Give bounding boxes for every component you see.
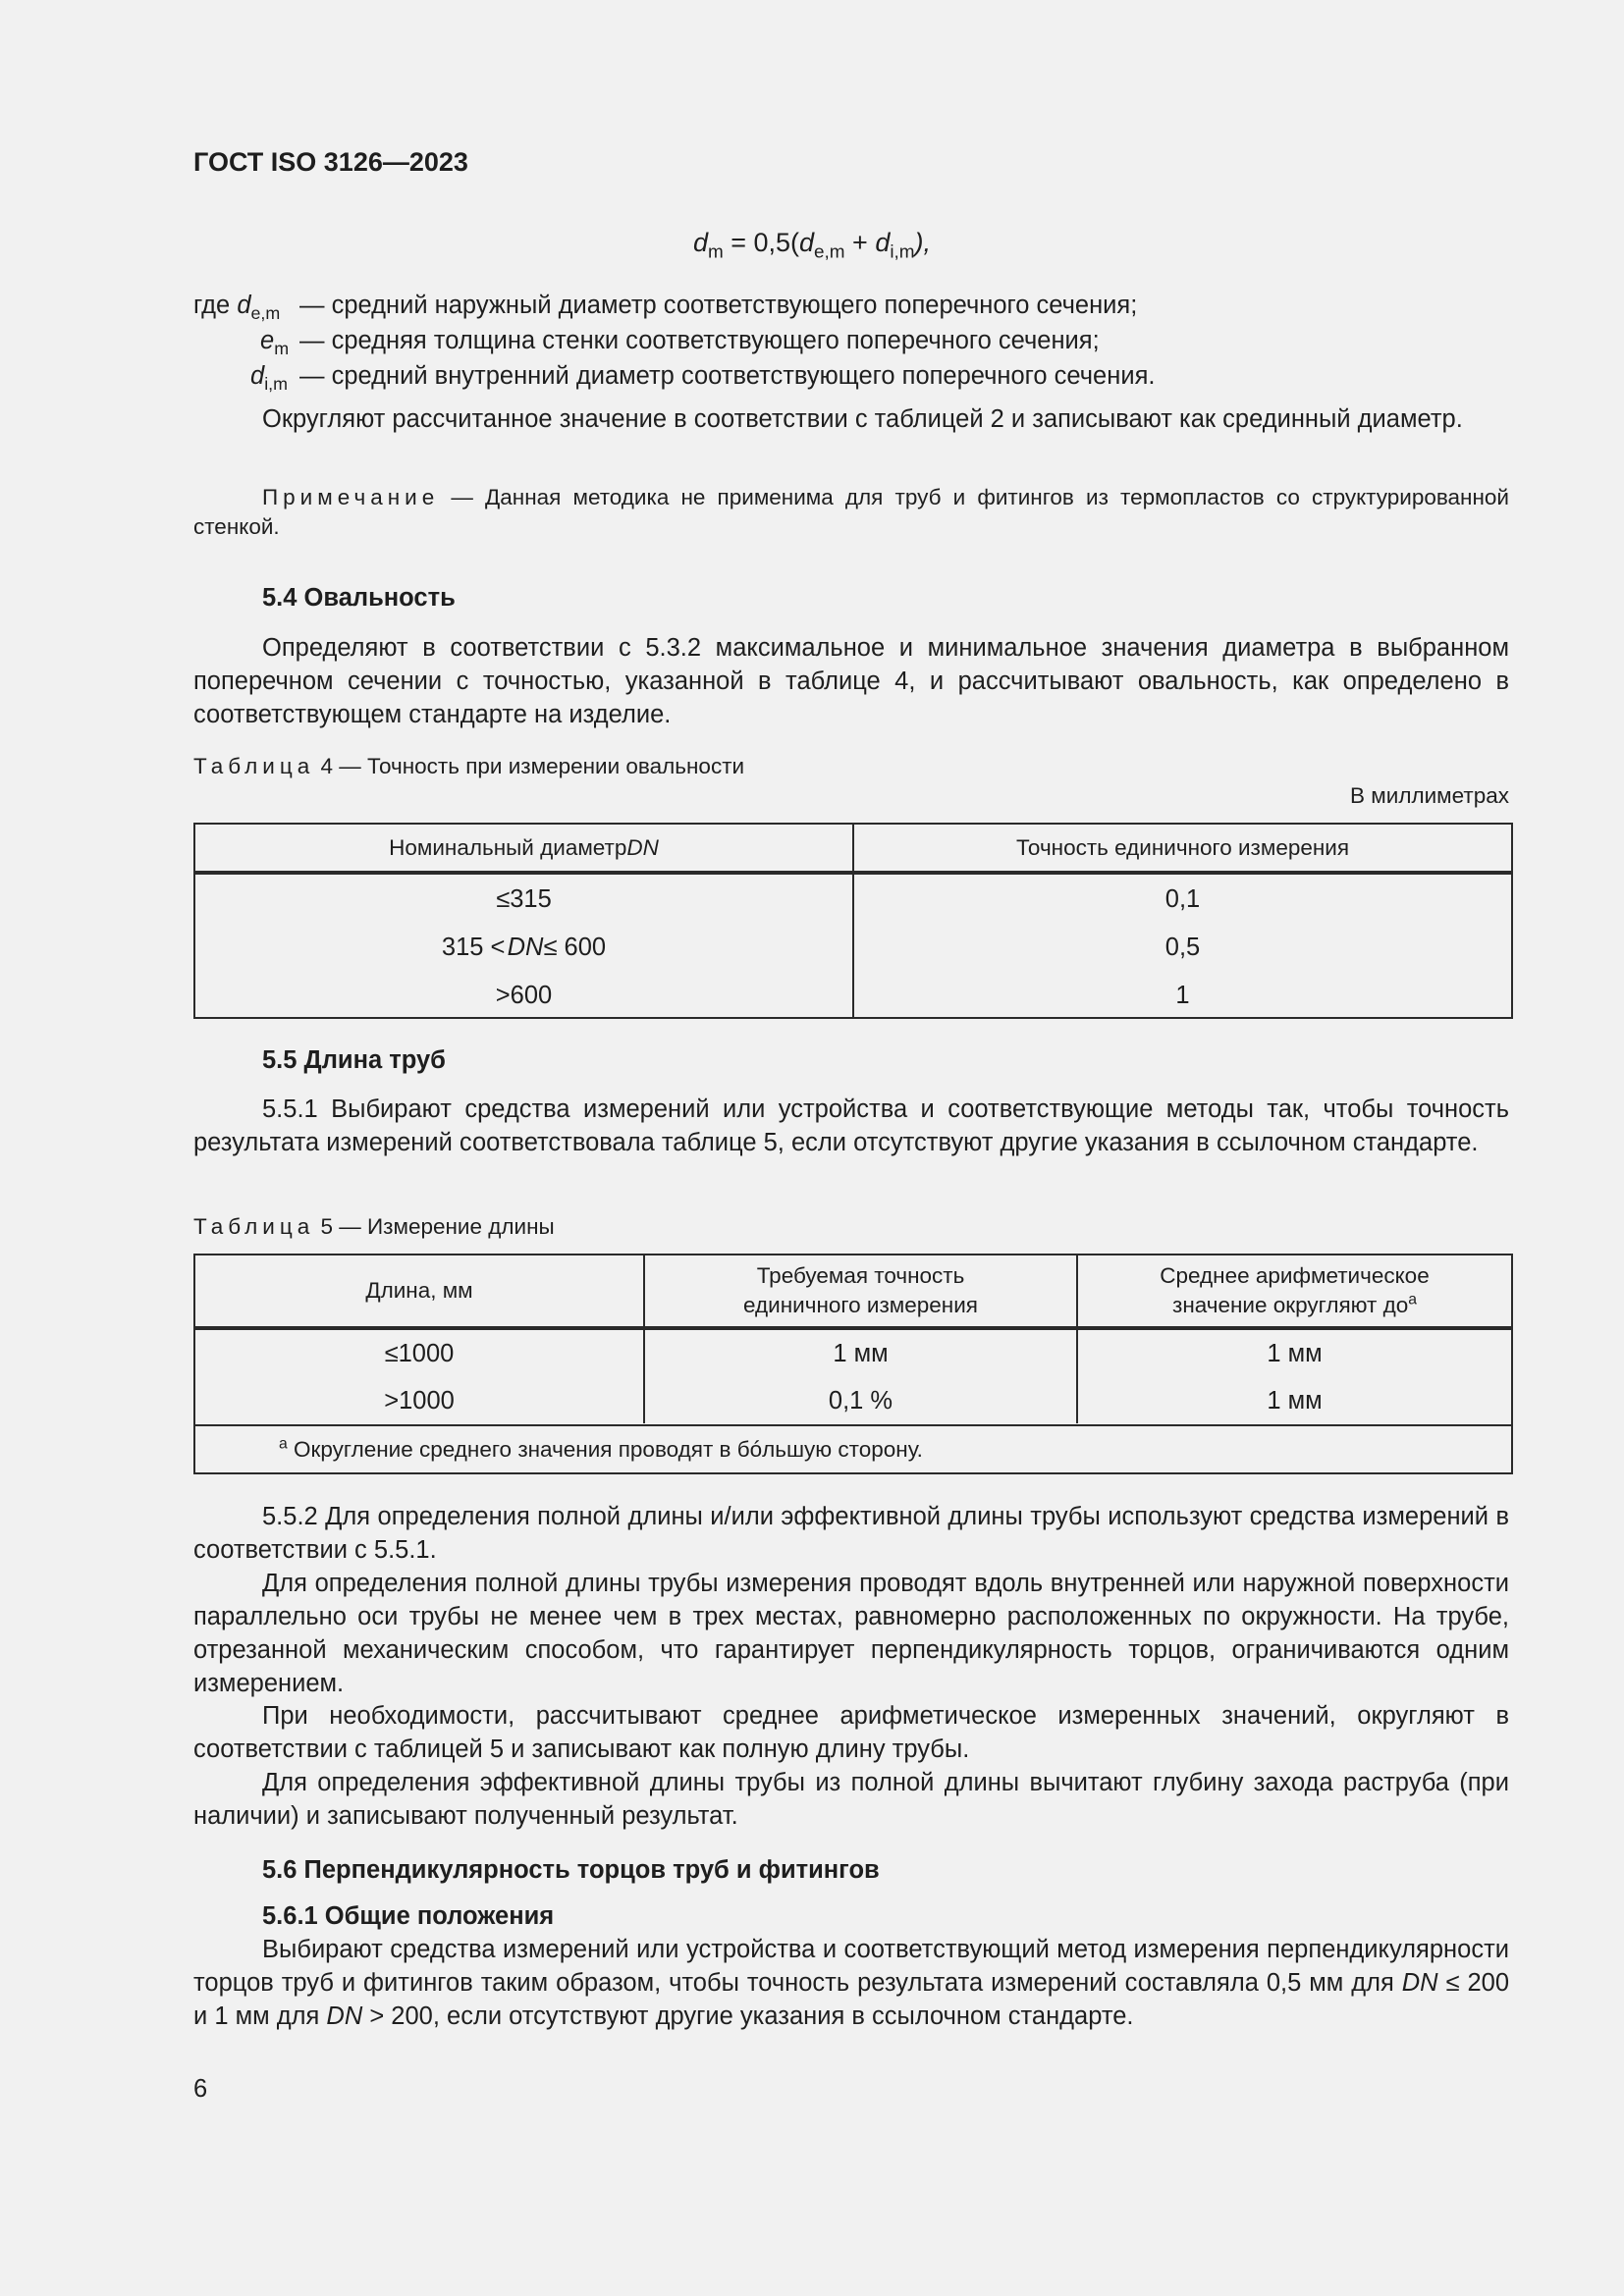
table-4-header-accuracy: Точность единичного измерения	[1015, 834, 1350, 860]
table-5-row-2-length: >1000	[384, 1387, 455, 1415]
table-5-header-length: Длина, мм	[365, 1278, 473, 1303]
table-5-footnote: $^a$ Округление среднего значения проводят в бóльшую сторону.	[279, 1435, 923, 1462]
table-5-row-2-rounding: 1 мм	[1267, 1387, 1323, 1415]
table-5	[193, 1254, 1513, 1474]
section-5-6-title: 5.6 Перпендикулярность торцов труб и фитингов	[262, 1856, 880, 1884]
table-4	[193, 823, 1513, 1019]
table-4-row-2-diameter: 315 < DN ≤ 600	[441, 934, 607, 961]
section-5-6-1-text: Выбирают средства измерений или устройства и соответствующий метод измерения перпендикулярности торцов труб и фитингов таким образом, чтобы точность результата измерений составляла 0,5 мм для DN ≤ 200 и 1 мм для DN > 200, если отсутствуют другие указания в ссылочном стандарте.	[193, 1936, 1509, 2030]
table-5-row-1-accuracy: 1 мм	[833, 1340, 889, 1367]
table-4-header-diameter: Номинальный диаметр DN	[389, 834, 659, 860]
section-5-5-2-p2: Для определения полной длины трубы измерения проводят вдоль внутренней или наружной поверхности параллельно оси трубы не менее чем в трех местах, равномерно расположенных по окружности. На трубе, отрезанной механическим способом, что гарантирует перпендикулярность торцов, ограничиваются одним измерением.	[193, 1570, 1509, 1697]
paragraph-rounding: Округляют рассчитанное значение в соответствии с таблицей 2 и записывают как срединный диаметр.	[262, 405, 1463, 433]
formula-median-diameter: $d_m = 0,5(d_{e,m} + d_{i,m})$,	[692, 228, 932, 263]
section-5-4-title: 5.4 Овальность	[262, 584, 456, 612]
table-4-units: В миллиметрах	[1350, 783, 1509, 808]
note: Примечание — Данная методика не применима для труб и фитингов из термопластов со структурированной стенкой.	[193, 485, 1509, 539]
table-5-caption: Таблица 5 — Измерение длины	[193, 1214, 555, 1239]
section-5-5-title: 5.5 Длина труб	[262, 1046, 446, 1074]
table-5-row-2-accuracy: 0,1 %	[828, 1387, 893, 1415]
table-5-header-accuracy: Требуемая точность единичного измерения	[743, 1263, 978, 1317]
section-5-5-1-text: 5.5.1 Выбирают средства измерений или устройства и соответствующие методы так, чтобы точность результата измерений соответствовала таблице 5, если отсутствуют другие указания в ссылочном стандарте.	[193, 1095, 1509, 1156]
table-4-row-2-accuracy: 0,5	[1164, 934, 1201, 961]
section-5-6-1-title: 5.6.1 Общие положения	[262, 1902, 555, 1930]
page-number: 6	[193, 2075, 208, 2103]
table-4-row-1-diameter: ≤315	[496, 885, 552, 913]
table-4-row-3-accuracy: 1	[1175, 982, 1190, 1009]
section-5-5-2-p4: Для определения эффективной длины трубы из полной длины вычитают глубину захода раструба (при наличии) и записывают полученный результат.	[193, 1769, 1509, 1830]
table-4-caption: Таблица 4 — Точность при измерении овальности	[193, 754, 745, 778]
table-4-row-1-accuracy: 0,1	[1164, 885, 1201, 913]
section-5-5-2-p3: При необходимости, рассчитывают среднее арифметическое измеренных значений, округляют в соответствии с таблицей 5 и записывают как полную длину трубы.	[193, 1702, 1509, 1763]
table-4-row-3-diameter: >600	[495, 982, 553, 1009]
table-5-header-rounding: Среднее арифметическое значение округляют $до^a$	[1160, 1263, 1430, 1317]
table-5-row-1-rounding: 1 мм	[1267, 1340, 1323, 1367]
table-5-row-1-length: ≤1000	[384, 1340, 455, 1367]
formula-legend: где $d_{e,m}$ — средний наружный диаметр соответствующего поперечного сечения; $e_m$ — средняя толщина стенки соответствующего поперечного сечения; $d_{i,m}$ — средний внутренний диаметр соответствующего поперечного сечения.	[193, 292, 1156, 395]
document-header: ГОСТ ISO 3126—2023	[193, 147, 468, 177]
section-5-5-2-p1: 5.5.2 Для определения полной длины и/или эффективной длины трубы используют средства измерений в соответствии с 5.5.1.	[193, 1503, 1509, 1564]
section-5-4-text: Определяют в соответствии с 5.3.2 максимальное и минимальное значения диаметра в выбранном поперечном сечении с точностью, указанной в таблице 4, и рассчитывают овальность, как определено в соответствующем стандарте на изделие.	[193, 634, 1509, 728]
